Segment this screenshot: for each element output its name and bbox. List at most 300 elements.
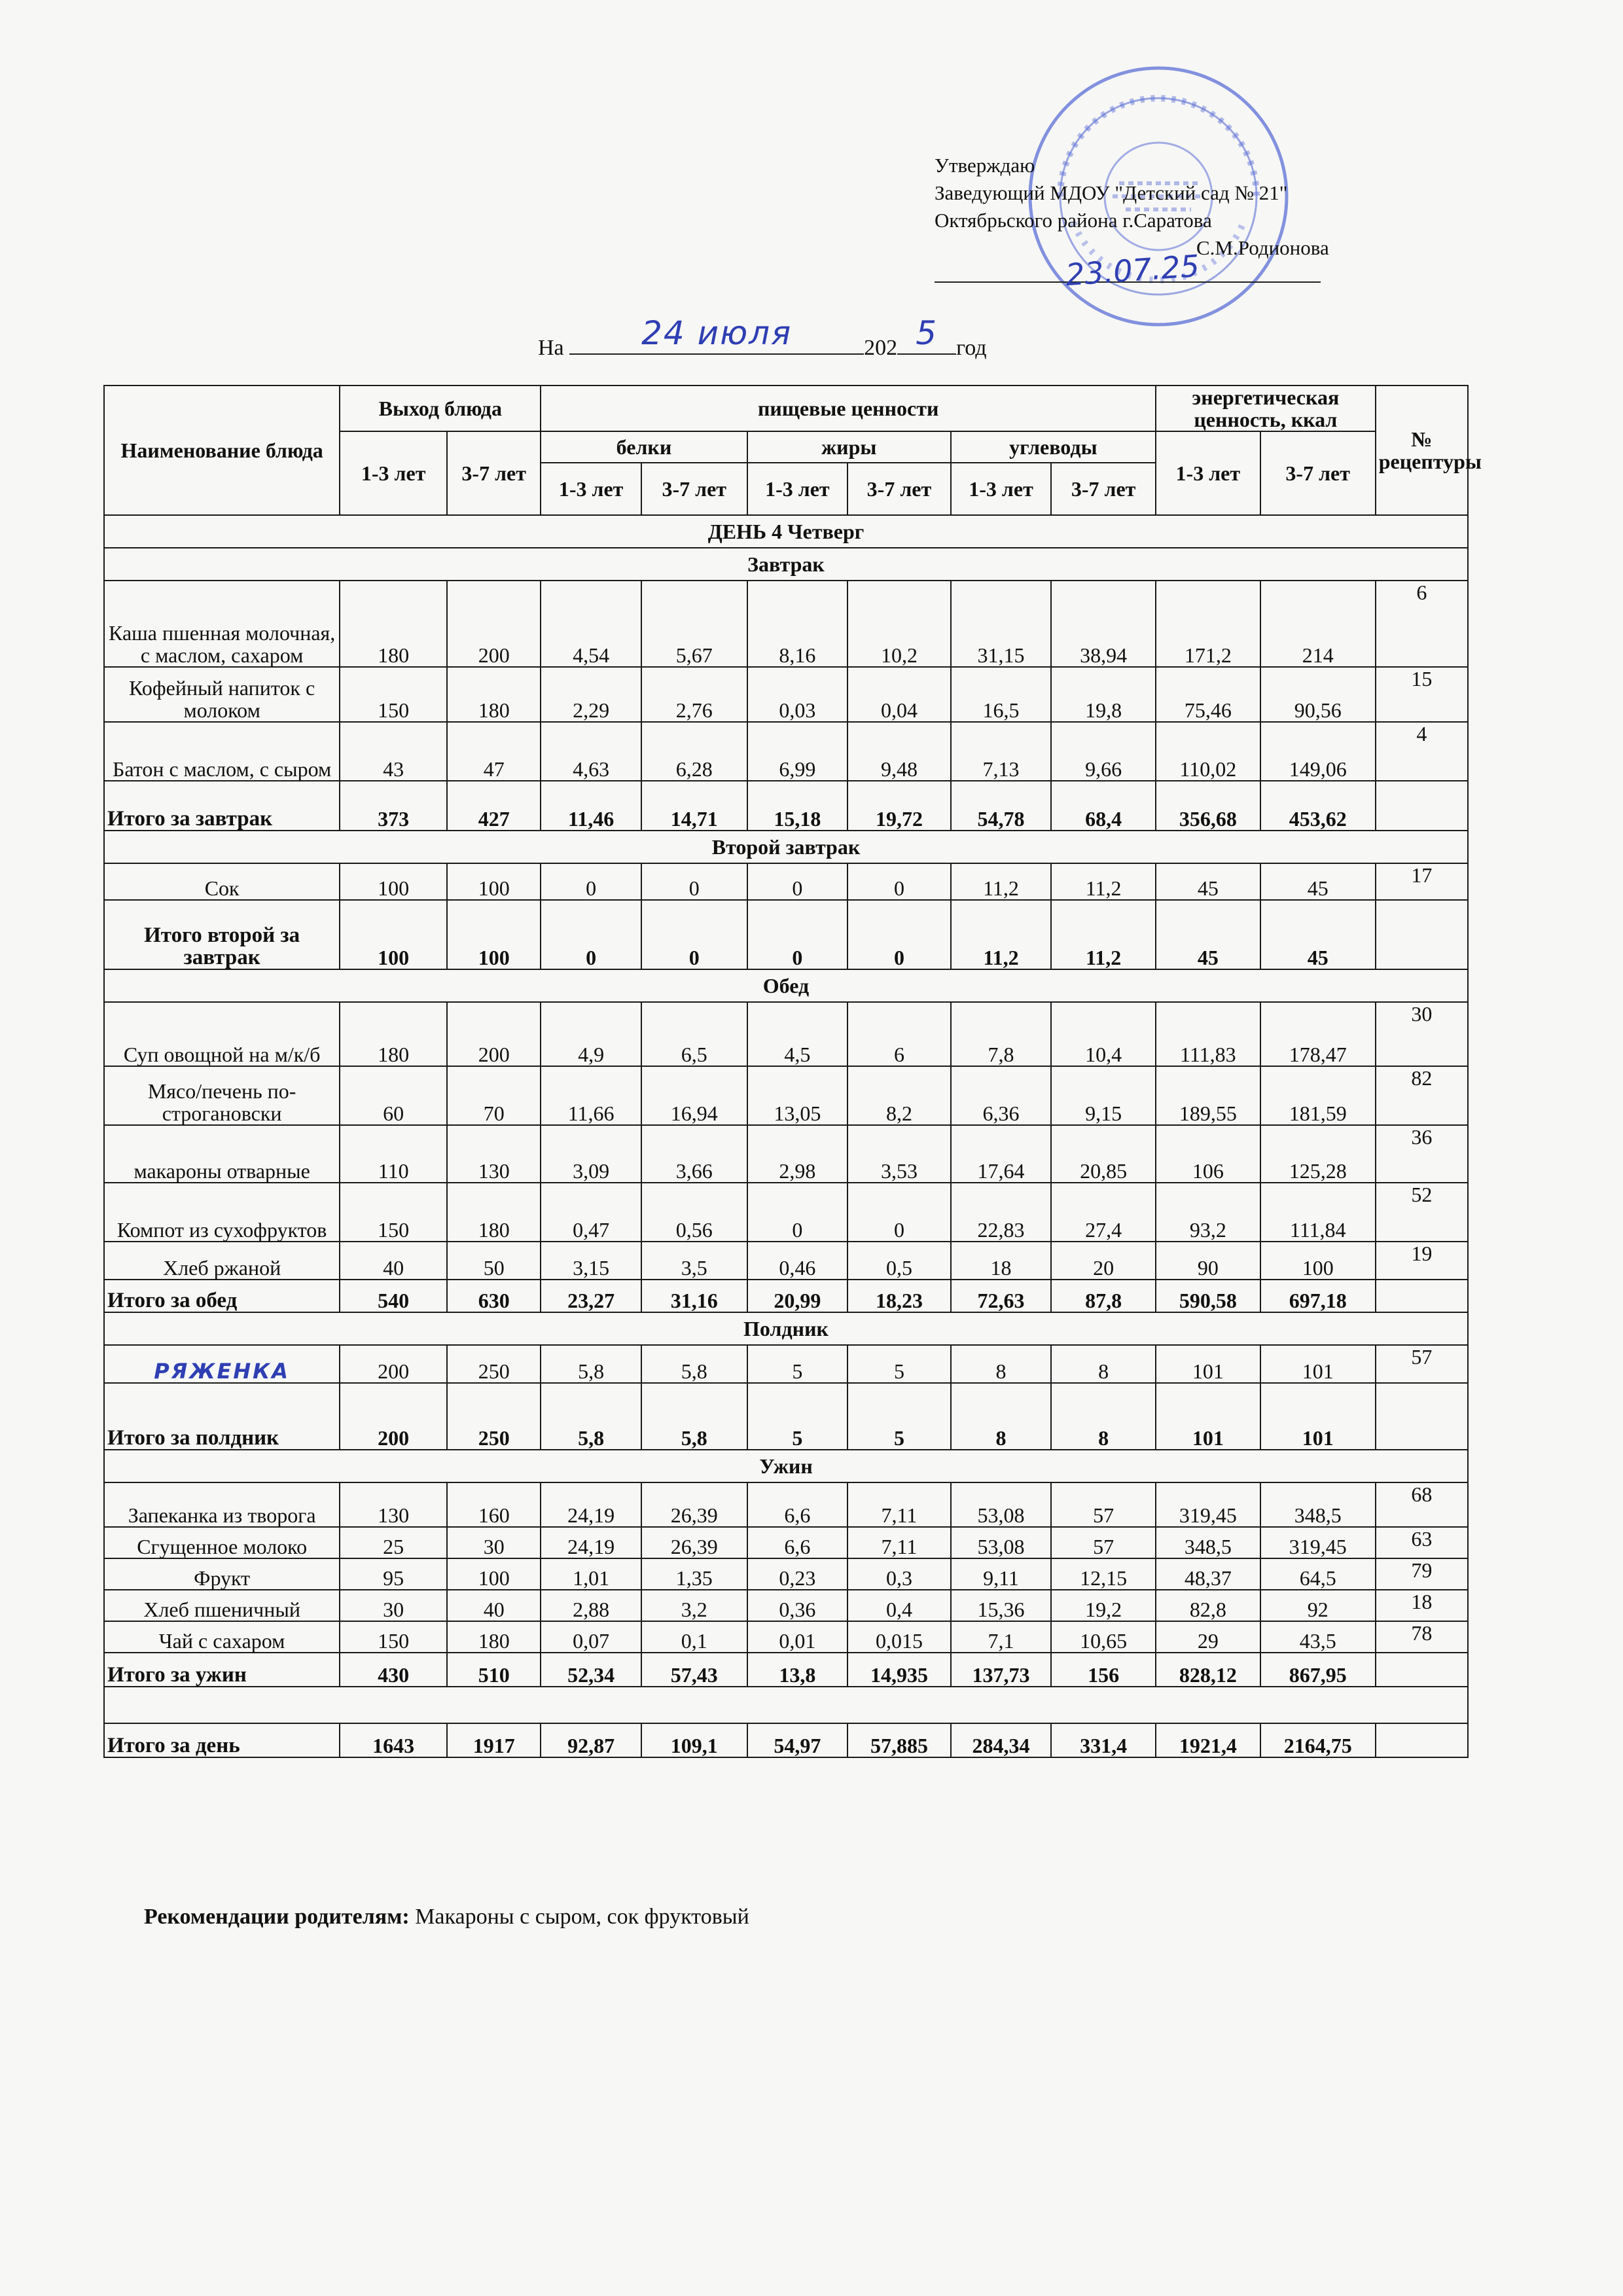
value-cell: 0,03 <box>747 667 848 722</box>
value-cell: 16,5 <box>951 667 1052 722</box>
header-energy-1-3: 1-3 лет <box>1156 431 1260 515</box>
value-cell: 149,06 <box>1260 722 1376 781</box>
value-cell: 2,29 <box>541 667 641 722</box>
header-fats-1-3: 1-3 лет <box>747 463 848 515</box>
value-cell: 0,3 <box>847 1558 951 1590</box>
value-cell: 180 <box>340 1002 447 1066</box>
value-cell: 5 <box>747 1345 848 1383</box>
recommendations-label: Рекомендации родителям: <box>144 1905 410 1929</box>
value-cell: 23,27 <box>541 1280 641 1312</box>
value-cell: 3,66 <box>641 1125 747 1183</box>
date-day-month: 24 июля <box>641 314 793 352</box>
value-cell: 45 <box>1260 863 1376 900</box>
section-title-afternoon-snack: Полдник <box>104 1312 1468 1345</box>
value-cell: 25 <box>340 1527 447 1558</box>
value-cell: 11,66 <box>541 1066 641 1125</box>
dish-name: Суп овощной на м/к/б <box>104 1002 340 1066</box>
dish-name: Хлеб ржаной <box>104 1242 340 1280</box>
value-cell: 100 <box>340 900 447 969</box>
value-cell: 4,5 <box>747 1002 848 1066</box>
header-recipe: № рецептуры <box>1376 386 1468 515</box>
value-cell: 54,78 <box>951 781 1052 831</box>
date-day-month-blank <box>569 314 864 355</box>
value-cell: 9,11 <box>951 1558 1052 1590</box>
value-cell: 5,8 <box>541 1383 641 1450</box>
menu-table <box>103 385 1482 1758</box>
value-cell: 0 <box>641 863 747 900</box>
value-cell: 45 <box>1156 900 1260 969</box>
value-cell: 10,65 <box>1051 1621 1156 1653</box>
value-cell: 510 <box>447 1653 541 1687</box>
value-cell: 0 <box>747 900 848 969</box>
value-cell: 24,19 <box>541 1482 641 1527</box>
table-row <box>104 1002 1468 1066</box>
recommendations <box>144 1905 749 1929</box>
recipe-number: 19 <box>1376 1242 1468 1280</box>
value-cell: 110,02 <box>1156 722 1260 781</box>
recipe-number: 82 <box>1376 1066 1468 1125</box>
value-cell: 10,2 <box>847 581 951 667</box>
value-cell: 4,54 <box>541 581 641 667</box>
value-cell: 101 <box>1156 1383 1260 1450</box>
value-cell: 214 <box>1260 581 1376 667</box>
value-cell: 348,5 <box>1260 1482 1376 1527</box>
value-cell: 92 <box>1260 1590 1376 1621</box>
value-cell: 180 <box>447 1621 541 1653</box>
value-cell: 181,59 <box>1260 1066 1376 1125</box>
value-cell: 5,67 <box>641 581 747 667</box>
total-row <box>104 781 1468 831</box>
value-cell: 2164,75 <box>1260 1723 1376 1757</box>
value-cell: 31,16 <box>641 1280 747 1312</box>
table-row <box>104 1242 1468 1280</box>
recipe-number: 36 <box>1376 1125 1468 1183</box>
value-cell: 19,72 <box>847 781 951 831</box>
table-row <box>104 1590 1468 1621</box>
header-fats: жиры <box>747 431 951 463</box>
value-cell: 0,07 <box>541 1621 641 1653</box>
table-row <box>104 581 1468 667</box>
value-cell: 180 <box>340 581 447 667</box>
value-cell: 7,13 <box>951 722 1052 781</box>
value-cell: 319,45 <box>1156 1482 1260 1527</box>
value-cell: 3,2 <box>641 1590 747 1621</box>
value-cell: 1643 <box>340 1723 447 1757</box>
value-cell: 6,6 <box>747 1482 848 1527</box>
header-nutrition: пищевые ценности <box>541 386 1156 431</box>
dish-name: Сгущенное молоко <box>104 1527 340 1558</box>
value-cell: 150 <box>340 1183 447 1242</box>
approval-district: Октябрьского района г.Саратова <box>935 209 1212 232</box>
value-cell: 52,34 <box>541 1653 641 1687</box>
day-title: ДЕНЬ 4 Четверг <box>104 515 1468 548</box>
value-cell: 64,5 <box>1260 1558 1376 1590</box>
recipe-cell-empty <box>1376 1723 1468 1757</box>
value-cell: 40 <box>340 1242 447 1280</box>
value-cell: 331,4 <box>1051 1723 1156 1757</box>
table-row <box>104 1621 1468 1653</box>
value-cell: 189,55 <box>1156 1066 1260 1125</box>
value-cell: 0 <box>847 863 951 900</box>
value-cell: 26,39 <box>641 1482 747 1527</box>
value-cell: 373 <box>340 781 447 831</box>
value-cell: 0,015 <box>847 1621 951 1653</box>
value-cell: 48,37 <box>1156 1558 1260 1590</box>
value-cell: 30 <box>447 1527 541 1558</box>
value-cell: 57,43 <box>641 1653 747 1687</box>
value-cell: 348,5 <box>1156 1527 1260 1558</box>
value-cell: 150 <box>340 1621 447 1653</box>
value-cell: 15,36 <box>951 1590 1052 1621</box>
value-cell: 180 <box>447 667 541 722</box>
value-cell: 15,18 <box>747 781 848 831</box>
header-proteins-3-7: 3-7 лет <box>641 463 747 515</box>
value-cell: 540 <box>340 1280 447 1312</box>
value-cell: 18,23 <box>847 1280 951 1312</box>
total-label: Итого за завтрак <box>104 781 340 831</box>
value-cell: 0 <box>747 863 848 900</box>
section-row-dinner <box>104 1450 1468 1482</box>
recipe-number: 30 <box>1376 1002 1468 1066</box>
header-fats-3-7: 3-7 лет <box>847 463 951 515</box>
recipe-number: 17 <box>1376 863 1468 900</box>
total-label: Итого второй за завтрак <box>104 900 340 969</box>
value-cell: 75,46 <box>1156 667 1260 722</box>
dish-name: РЯЖЕНКА <box>104 1345 340 1383</box>
value-cell: 9,48 <box>847 722 951 781</box>
value-cell: 5,8 <box>641 1345 747 1383</box>
value-cell: 24,19 <box>541 1527 641 1558</box>
recipe-number: 15 <box>1376 667 1468 722</box>
value-cell: 90 <box>1156 1242 1260 1280</box>
value-cell: 4,9 <box>541 1002 641 1066</box>
value-cell: 14,935 <box>847 1653 951 1687</box>
date-prefix: На <box>538 336 564 360</box>
value-cell: 125,28 <box>1260 1125 1376 1183</box>
value-cell: 16,94 <box>641 1066 747 1125</box>
value-cell: 82,8 <box>1156 1590 1260 1621</box>
value-cell: 7,11 <box>847 1482 951 1527</box>
value-cell: 356,68 <box>1156 781 1260 831</box>
dish-name: макароны отварные <box>104 1125 340 1183</box>
value-cell: 3,5 <box>641 1242 747 1280</box>
recommendations-text: Макароны с сыром, сок фруктовый <box>415 1905 749 1929</box>
value-cell: 0 <box>541 863 641 900</box>
table-row <box>104 1183 1468 1242</box>
value-cell: 29 <box>1156 1621 1260 1653</box>
value-cell: 93,2 <box>1156 1183 1260 1242</box>
section-row-breakfast <box>104 548 1468 581</box>
value-cell: 11,2 <box>1051 900 1156 969</box>
value-cell: 95 <box>340 1558 447 1590</box>
table-row <box>104 1125 1468 1183</box>
value-cell: 11,2 <box>1051 863 1156 900</box>
table-row <box>104 667 1468 722</box>
date-year-blank <box>897 314 956 355</box>
value-cell: 20 <box>1051 1242 1156 1280</box>
dish-name: Каша пшенная молочная, с маслом, сахаром <box>104 581 340 667</box>
value-cell: 0 <box>847 900 951 969</box>
recipe-number: 57 <box>1376 1345 1468 1383</box>
value-cell: 0 <box>641 900 747 969</box>
value-cell: 57,885 <box>847 1723 951 1757</box>
value-cell: 54,97 <box>747 1723 848 1757</box>
table-row <box>104 1066 1468 1125</box>
total-label: Итого за ужин <box>104 1653 340 1687</box>
value-cell: 630 <box>447 1280 541 1312</box>
value-cell: 27,4 <box>1051 1183 1156 1242</box>
value-cell: 178,47 <box>1260 1002 1376 1066</box>
recipe-cell-empty <box>1376 1383 1468 1450</box>
total-row <box>104 900 1468 969</box>
total-row <box>104 1383 1468 1450</box>
day-title-row <box>104 515 1468 548</box>
header-proteins: белки <box>541 431 747 463</box>
value-cell: 8 <box>1051 1345 1156 1383</box>
value-cell: 453,62 <box>1260 781 1376 831</box>
value-cell: 6,6 <box>747 1527 848 1558</box>
recipe-number: 68 <box>1376 1482 1468 1527</box>
section-title-second-breakfast: Второй завтрак <box>104 831 1468 863</box>
value-cell: 57 <box>1051 1527 1156 1558</box>
value-cell: 180 <box>447 1183 541 1242</box>
header-energy: энергетическая ценность, ккал <box>1156 386 1376 431</box>
value-cell: 18 <box>951 1242 1052 1280</box>
value-cell: 7,11 <box>847 1527 951 1558</box>
value-cell: 0 <box>847 1183 951 1242</box>
value-cell: 43,5 <box>1260 1621 1376 1653</box>
value-cell: 9,15 <box>1051 1066 1156 1125</box>
value-cell: 828,12 <box>1156 1653 1260 1687</box>
dish-name: Запеканка из творога <box>104 1482 340 1527</box>
value-cell: 109,1 <box>641 1723 747 1757</box>
value-cell: 1,01 <box>541 1558 641 1590</box>
value-cell: 5 <box>847 1383 951 1450</box>
dish-name: Компот из сухофруктов <box>104 1183 340 1242</box>
value-cell: 22,83 <box>951 1183 1052 1242</box>
value-cell: 100 <box>447 900 541 969</box>
value-cell: 111,83 <box>1156 1002 1260 1066</box>
recipe-number: 18 <box>1376 1590 1468 1621</box>
value-cell: 7,1 <box>951 1621 1052 1653</box>
value-cell: 53,08 <box>951 1527 1052 1558</box>
value-cell: 8,2 <box>847 1066 951 1125</box>
value-cell: 5 <box>747 1383 848 1450</box>
value-cell: 111,84 <box>1260 1183 1376 1242</box>
value-cell: 0,04 <box>847 667 951 722</box>
value-cell: 137,73 <box>951 1653 1052 1687</box>
section-row-second-breakfast <box>104 831 1468 863</box>
value-cell: 26,39 <box>641 1527 747 1558</box>
value-cell: 0 <box>541 900 641 969</box>
value-cell: 2,88 <box>541 1590 641 1621</box>
section-title-lunch: Обед <box>104 969 1468 1002</box>
value-cell: 0,4 <box>847 1590 951 1621</box>
value-cell: 200 <box>340 1383 447 1450</box>
spacer-row <box>104 1687 1468 1723</box>
section-row-lunch <box>104 969 1468 1002</box>
value-cell: 284,34 <box>951 1723 1052 1757</box>
value-cell: 87,8 <box>1051 1280 1156 1312</box>
value-cell: 40 <box>447 1590 541 1621</box>
recipe-number: 63 <box>1376 1527 1468 1558</box>
header-carbs: углеводы <box>951 431 1156 463</box>
recipe-number: 6 <box>1376 581 1468 667</box>
total-row <box>104 1723 1468 1757</box>
section-title-dinner: Ужин <box>104 1450 1468 1482</box>
value-cell: 11,2 <box>951 900 1052 969</box>
table-row <box>104 1527 1468 1558</box>
value-cell: 106 <box>1156 1125 1260 1183</box>
approval-handwritten-date: 23.07.25 <box>1064 247 1201 293</box>
approval-position: Заведующий МДОУ "Детский сад № 21" <box>935 181 1288 204</box>
value-cell: 5 <box>847 1345 951 1383</box>
value-cell: 100 <box>447 863 541 900</box>
value-cell: 47 <box>447 722 541 781</box>
value-cell: 6,5 <box>641 1002 747 1066</box>
value-cell: 0 <box>747 1183 848 1242</box>
total-label: Итого за день <box>104 1723 340 1757</box>
value-cell: 72,63 <box>951 1280 1052 1312</box>
value-cell: 30 <box>340 1590 447 1621</box>
value-cell: 50 <box>447 1242 541 1280</box>
value-cell: 0,36 <box>747 1590 848 1621</box>
value-cell: 156 <box>1051 1653 1156 1687</box>
value-cell: 0,5 <box>847 1242 951 1280</box>
approval-title: Утверждаю <box>935 154 1035 177</box>
menu-body <box>104 515 1468 1757</box>
value-cell: 100 <box>1260 1242 1376 1280</box>
value-cell: 101 <box>1156 1345 1260 1383</box>
value-cell: 13,05 <box>747 1066 848 1125</box>
value-cell: 38,94 <box>1051 581 1156 667</box>
spacer-cell <box>104 1687 1468 1723</box>
value-cell: 867,95 <box>1260 1653 1376 1687</box>
total-label: Итого за полдник <box>104 1383 340 1450</box>
value-cell: 100 <box>340 863 447 900</box>
value-cell: 14,71 <box>641 781 747 831</box>
header-proteins-1-3: 1-3 лет <box>541 463 641 515</box>
dish-name: Фрукт <box>104 1558 340 1590</box>
recipe-cell-empty <box>1376 781 1468 831</box>
table-row <box>104 722 1468 781</box>
value-cell: 110 <box>340 1125 447 1183</box>
value-cell: 17,64 <box>951 1125 1052 1183</box>
total-row <box>104 1653 1468 1687</box>
value-cell: 1917 <box>447 1723 541 1757</box>
value-cell: 6,28 <box>641 722 747 781</box>
value-cell: 68,4 <box>1051 781 1156 831</box>
value-cell: 319,45 <box>1260 1527 1376 1558</box>
value-cell: 9,66 <box>1051 722 1156 781</box>
header-output: Выход блюда <box>340 386 541 431</box>
value-cell: 6 <box>847 1002 951 1066</box>
value-cell: 1921,4 <box>1156 1723 1260 1757</box>
value-cell: 19,2 <box>1051 1590 1156 1621</box>
value-cell: 57 <box>1051 1482 1156 1527</box>
value-cell: 13,8 <box>747 1653 848 1687</box>
value-cell: 171,2 <box>1156 581 1260 667</box>
dish-name: Мясо/печень по-строгановски <box>104 1066 340 1125</box>
value-cell: 43 <box>340 722 447 781</box>
value-cell: 0,01 <box>747 1621 848 1653</box>
value-cell: 8 <box>951 1383 1052 1450</box>
value-cell: 200 <box>447 581 541 667</box>
dish-name: Батон с маслом, с сыром <box>104 722 340 781</box>
value-cell: 53,08 <box>951 1482 1052 1527</box>
value-cell: 10,4 <box>1051 1002 1156 1066</box>
dish-name: Чай с сахаром <box>104 1621 340 1653</box>
header-carbs-1-3: 1-3 лет <box>951 463 1052 515</box>
value-cell: 7,8 <box>951 1002 1052 1066</box>
date-year-prefix: 202 <box>864 336 898 360</box>
value-cell: 90,56 <box>1260 667 1376 722</box>
value-cell: 430 <box>340 1653 447 1687</box>
value-cell: 12,15 <box>1051 1558 1156 1590</box>
value-cell: 8 <box>1051 1383 1156 1450</box>
value-cell: 130 <box>447 1125 541 1183</box>
value-cell: 6,99 <box>747 722 848 781</box>
value-cell: 11,46 <box>541 781 641 831</box>
section-title-breakfast: Завтрак <box>104 548 1468 581</box>
menu-date-line <box>538 314 987 361</box>
value-cell: 130 <box>340 1482 447 1527</box>
recipe-cell-empty <box>1376 1653 1468 1687</box>
table-row <box>104 1345 1468 1383</box>
value-cell: 200 <box>447 1002 541 1066</box>
date-year-digit: 5 <box>916 314 938 352</box>
value-cell: 20,85 <box>1051 1125 1156 1183</box>
value-cell: 0,56 <box>641 1183 747 1242</box>
value-cell: 427 <box>447 781 541 831</box>
value-cell: 70 <box>447 1066 541 1125</box>
header-dish-name: Наименование блюда <box>104 386 340 515</box>
dish-name: Хлеб пшеничный <box>104 1590 340 1621</box>
recipe-number: 4 <box>1376 722 1468 781</box>
value-cell: 0,46 <box>747 1242 848 1280</box>
value-cell: 11,2 <box>951 863 1052 900</box>
value-cell: 100 <box>447 1558 541 1590</box>
header-carbs-3-7: 3-7 лет <box>1051 463 1156 515</box>
value-cell: 2,98 <box>747 1125 848 1183</box>
value-cell: 150 <box>340 667 447 722</box>
recipe-number: 78 <box>1376 1621 1468 1653</box>
recipe-cell-empty <box>1376 1280 1468 1312</box>
value-cell: 2,76 <box>641 667 747 722</box>
header-output-3-7: 3-7 лет <box>447 431 541 515</box>
recipe-number: 79 <box>1376 1558 1468 1590</box>
table-row <box>104 863 1468 900</box>
value-cell: 5,8 <box>641 1383 747 1450</box>
value-cell: 45 <box>1156 863 1260 900</box>
section-row-afternoon-snack <box>104 1312 1468 1345</box>
value-cell: 200 <box>340 1345 447 1383</box>
value-cell: 250 <box>447 1383 541 1450</box>
date-suffix: год <box>956 336 987 360</box>
value-cell: 60 <box>340 1066 447 1125</box>
value-cell: 250 <box>447 1345 541 1383</box>
value-cell: 3,09 <box>541 1125 641 1183</box>
value-cell: 31,15 <box>951 581 1052 667</box>
approval-signature-name: С.М.Родионова <box>1196 236 1329 259</box>
total-label: Итого за обед <box>104 1280 340 1312</box>
value-cell: 101 <box>1260 1345 1376 1383</box>
value-cell: 8 <box>951 1345 1052 1383</box>
approval-block <box>935 152 1432 293</box>
value-cell: 19,8 <box>1051 667 1156 722</box>
value-cell: 590,58 <box>1156 1280 1260 1312</box>
value-cell: 1,35 <box>641 1558 747 1590</box>
